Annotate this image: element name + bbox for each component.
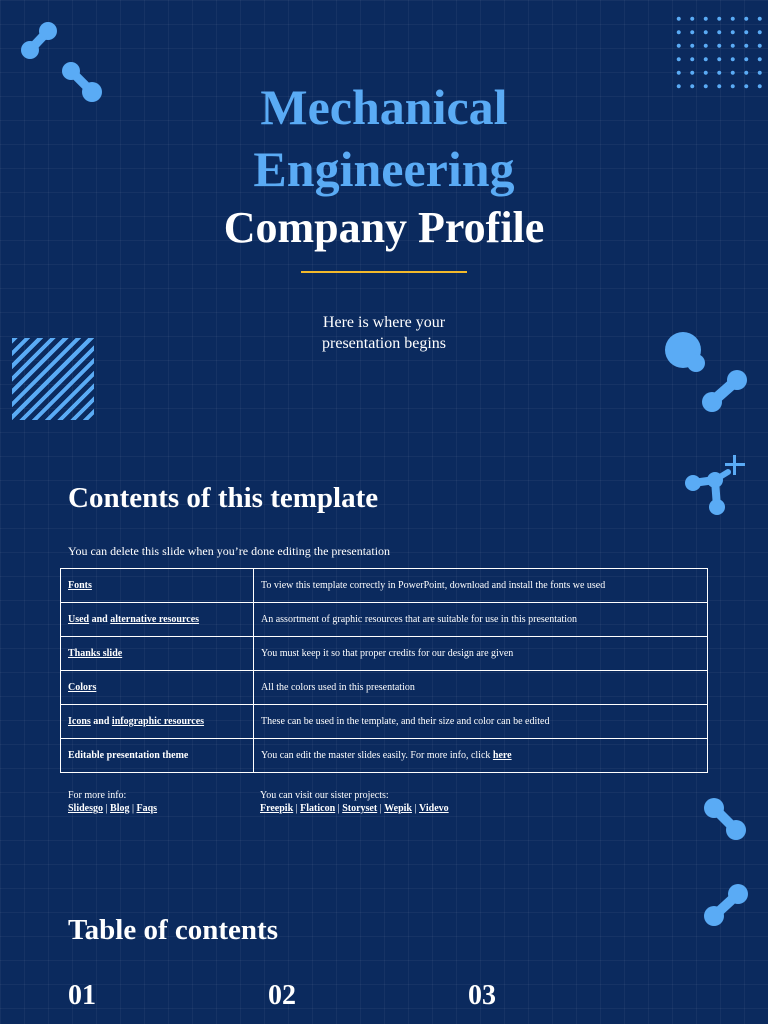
row-label: Editable presentation theme [61, 739, 254, 773]
link-separator: | [377, 803, 385, 814]
row-description: To view this template correctly in PowerPoint, download and install the fonts we used [254, 569, 708, 603]
icons-link[interactable]: Icons [68, 716, 91, 727]
here-link[interactable]: here [492, 750, 512, 761]
row-description: You must keep it so that proper credits for our design are given [254, 637, 708, 671]
toc-number-03: 03 [468, 980, 496, 1011]
link-separator: | [103, 803, 111, 814]
more-info-links [68, 802, 157, 815]
row-label-joiner: and [89, 614, 111, 625]
colors-link[interactable]: Colors [68, 682, 97, 693]
title-block [0, 76, 768, 256]
subtitle-line-1: Here is where your [322, 314, 446, 331]
infographic-resources-link[interactable]: infographic resources [111, 716, 205, 727]
more-info-label: For more info: [68, 790, 127, 801]
faqs-link[interactable]: Faqs [136, 803, 158, 814]
sister-projects-links [260, 802, 449, 815]
molecule-decoration-right [660, 328, 760, 418]
row-label [61, 603, 254, 637]
toc-number-02: 02 [268, 980, 296, 1011]
table-row [61, 569, 708, 603]
row-description: These can be used in the template, and their size and color can be edited [254, 705, 708, 739]
row-label-joiner: and [90, 716, 112, 727]
wepik-link[interactable]: Wepik [384, 803, 412, 814]
freepik-link[interactable]: Freepik [260, 803, 294, 814]
table-row [61, 705, 708, 739]
stripes-decoration [12, 338, 94, 420]
row-label [61, 569, 254, 603]
sister-projects [260, 789, 449, 815]
contents-note: You can delete this slide when you’re done editing the presentation [68, 544, 391, 558]
link-separator: | [293, 803, 301, 814]
contents-table [60, 568, 708, 773]
contents-heading: Contents of this template [68, 482, 379, 514]
link-separator: | [129, 803, 137, 814]
row-description: All the colors used in this presentation [254, 671, 708, 705]
table-row [61, 739, 708, 773]
link-separator: | [335, 803, 343, 814]
toc-heading: Table of contents [68, 914, 278, 946]
videvo-link[interactable]: Videvo [419, 803, 449, 814]
row-description-text: You can edit the master slides easily. For more info, click [261, 750, 493, 761]
row-label [61, 671, 254, 705]
molecule-decoration-lower-right [698, 792, 758, 932]
storyset-link[interactable]: Storyset [342, 803, 378, 814]
subtitle [284, 312, 484, 354]
table-row [61, 671, 708, 705]
title-line-3: Company Profile [223, 203, 545, 252]
flaticon-link[interactable]: Flaticon [300, 803, 336, 814]
fonts-link[interactable]: Fonts [68, 580, 92, 591]
link-separator: | [412, 803, 420, 814]
sister-projects-label: You can visit our sister projects: [260, 790, 389, 801]
title-divider [301, 271, 467, 273]
row-description [254, 739, 708, 773]
used-link[interactable]: Used [68, 614, 90, 625]
title-line-1: Mechanical [260, 79, 508, 135]
title-line-2: Engineering [253, 141, 515, 197]
table-row [61, 603, 708, 637]
subtitle-line-2: presentation begins [322, 335, 446, 352]
slidesgo-link[interactable]: Slidesgo [68, 803, 104, 814]
thanks-slide-link[interactable]: Thanks slide [68, 648, 123, 659]
row-label [61, 705, 254, 739]
alternative-resources-link[interactable]: alternative resources [110, 614, 200, 625]
row-label [61, 637, 254, 671]
plus-molecule-decoration [680, 450, 760, 520]
blog-link[interactable]: Blog [110, 803, 130, 814]
row-description: An assortment of graphic resources that are suitable for use in this presentation [254, 603, 708, 637]
more-info [68, 789, 157, 815]
table-row [61, 637, 708, 671]
toc-number-01: 01 [68, 980, 96, 1011]
